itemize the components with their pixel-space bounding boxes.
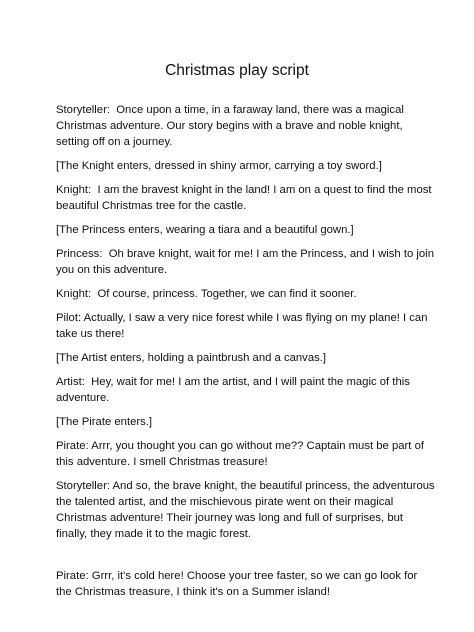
script-paragraph: Storyteller: Once upon a time, in a faraway land, there was a magical Christmas adventure. Our story begins with a brave and noble knight, setting off on a journey. — [56, 104, 408, 148]
script-paragraph: Storyteller: And so, the brave knight, the beautiful princess, the adventurous the talented artist, and the mischievous pirate went on their magical Christmas adventure! Their journey was long and full of surprises, but finally, they made it to the magic forest. — [56, 480, 438, 540]
script-paragraph: Pilot: Actually, I saw a very nice forest while I was flying on my plane! I can take us there! — [56, 312, 431, 340]
document-title: Christmas play script — [165, 62, 309, 79]
stage-direction: [The Artist enters, holding a paintbrush and a canvas.] — [56, 352, 327, 364]
script-paragraph: Knight: I am the bravest knight in the land! I am on a quest to find the most beautiful Christmas tree for the castle. — [56, 184, 435, 212]
script-paragraph: Princess: Oh brave knight, wait for me! I am the Princess, and I wish to join you on this adventure. — [56, 248, 438, 276]
stage-direction: [The Princess enters, wearing a tiara and a beautiful gown.] — [56, 224, 354, 236]
script-body — [56, 102, 436, 608]
script-paragraph: Pirate: Grrr, it's cold here! Choose your tree faster, so we can go look for the Christmas treasure, I think it's on a Summer island! — [56, 570, 421, 598]
script-paragraph: Knight: Of course, princess. Together, we can find it sooner. — [56, 288, 357, 300]
stage-direction: [The Pirate enters.] — [56, 416, 153, 428]
script-paragraph: Pirate: Arrr, you thought you can go without me?? Captain must be part of this adventure. I smell Christmas treasure! — [56, 440, 428, 468]
script-paragraph: Artist: Hey, wait for me! I am the artist, and I will paint the magic of this adventure. — [56, 376, 414, 404]
stage-direction: [The Knight enters, dressed in shiny armor, carrying a toy sword.] — [56, 160, 382, 172]
